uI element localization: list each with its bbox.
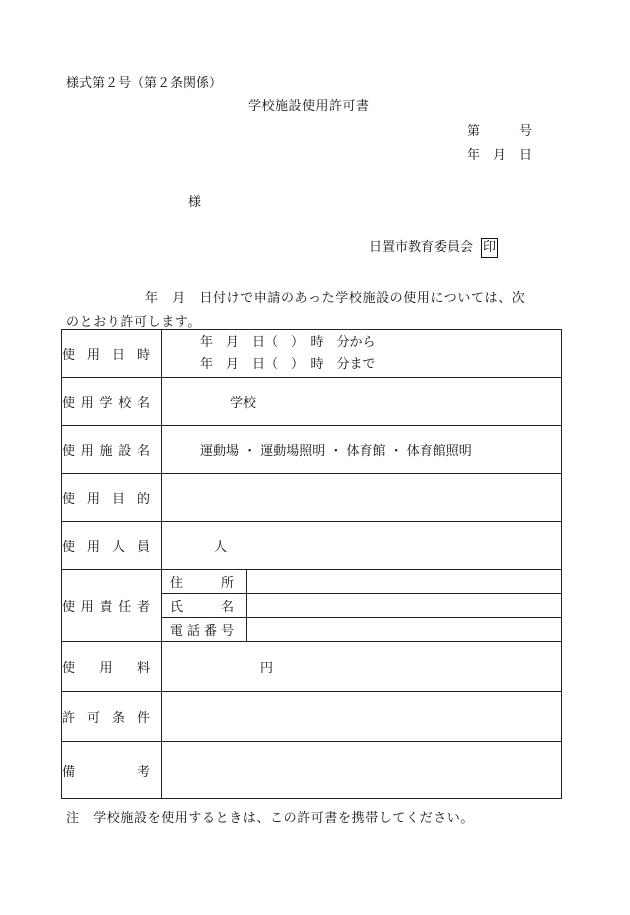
row-purpose — [62, 474, 562, 522]
label-conditions — [62, 692, 162, 742]
label-chars: 使 用 目 的 — [62, 492, 150, 507]
label-chars: 電 話 番 号 — [170, 624, 234, 639]
document-title: 学校施設使用許可書 — [248, 99, 370, 114]
sublabel-address — [162, 570, 247, 594]
label-responsible — [62, 570, 162, 642]
row-usage-datetime — [62, 330, 562, 378]
label-chars: 使 用 人 員 — [62, 540, 150, 555]
value-conditions[interactable] — [162, 692, 562, 742]
datetime-from: 年 月 日（ ） 時 分から — [200, 334, 376, 350]
value-address[interactable] — [247, 570, 562, 594]
row-school-name — [62, 378, 562, 426]
seal-box: 印 — [481, 238, 498, 258]
label-chars: 使 用 日 時 — [62, 348, 150, 363]
datetime-to: 年 月 日（ ） 時 分まで — [200, 356, 376, 372]
sublabel-name — [162, 594, 247, 618]
row-fee — [62, 642, 562, 692]
value-school-name[interactable]: 学校 — [162, 378, 562, 426]
label-attendees — [62, 522, 162, 570]
value-usage-datetime[interactable] — [162, 330, 562, 378]
body-text-line-2: のとおり許可します。 — [66, 315, 201, 330]
row-conditions — [62, 692, 562, 742]
label-facility-name — [62, 426, 162, 474]
label-chars: 使 用 責 任 者 — [62, 600, 150, 615]
footer-note: 注 学校施設を使用するときは、この許可書を携帯してください。 — [66, 811, 475, 826]
label-fee — [62, 642, 162, 692]
permit-number-line: 第 号 — [467, 124, 533, 139]
row-facility-name — [62, 426, 562, 474]
label-purpose — [62, 474, 162, 522]
addressee-honorific: 様 — [188, 195, 202, 210]
value-facility-name[interactable]: 運動場 ・ 運動場照明 ・ 体育館 ・ 体育館照明 — [162, 426, 562, 474]
form-id: 様式第２号（第２条関係） — [66, 76, 223, 91]
value-attendees[interactable]: 人 — [162, 522, 562, 570]
label-chars: 使 用 学 校 名 — [62, 396, 150, 411]
sublabel-phone — [162, 618, 247, 642]
label-usage-datetime — [62, 330, 162, 378]
label-chars: 使 用 施 設 名 — [62, 444, 150, 459]
body-text-line-1: 年 月 日付けで申請のあった学校施設の使用については、次 — [145, 291, 526, 306]
value-name[interactable] — [247, 594, 562, 618]
label-remarks — [62, 742, 162, 799]
label-chars: 住 所 — [170, 576, 234, 591]
value-remarks[interactable] — [162, 742, 562, 799]
issue-date-line: 年 月 日 — [467, 148, 533, 163]
row-responsible-address — [62, 570, 562, 594]
label-chars: 備 考 — [62, 764, 150, 780]
label-school-name — [62, 378, 162, 426]
label-chars: 使 用 料 — [62, 661, 150, 676]
row-attendees — [62, 522, 562, 570]
row-remarks — [62, 742, 562, 799]
value-phone[interactable] — [247, 618, 562, 642]
value-fee[interactable]: 円 — [162, 642, 562, 692]
issuer — [369, 236, 498, 258]
label-chars: 氏 名 — [170, 600, 234, 615]
label-chars: 許 可 条 件 — [62, 711, 150, 726]
permit-table — [61, 329, 562, 799]
issuer-name: 日置市教育委員会 — [369, 240, 474, 255]
value-purpose[interactable] — [162, 474, 562, 522]
